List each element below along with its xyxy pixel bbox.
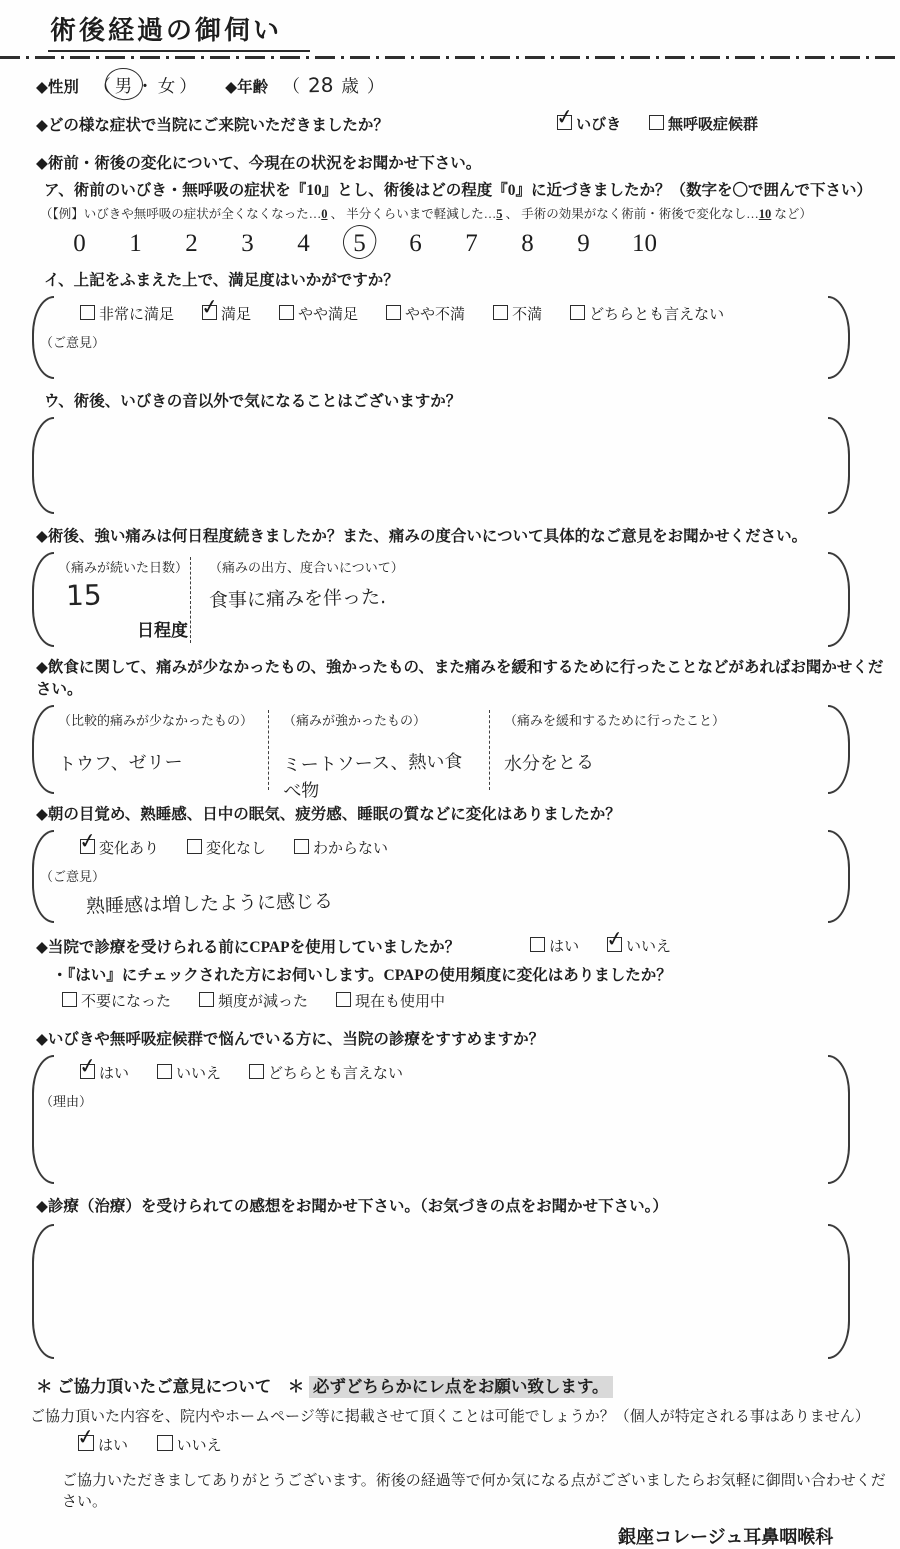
footer [0,1373,900,1549]
gender-option-female: 女 [157,76,176,96]
example-text: 、 半分くらいまで軽減した… [327,207,497,221]
reason-label: （理由） [40,1094,93,1109]
change-heading: ◆術前・術後の変化について、今現在の状況をお聞かせ下さい。 [36,155,482,172]
checkbox-label: いいえ [176,1437,222,1454]
checkbox-label: やや不満 [405,307,466,323]
age-unit: 歳 [341,76,359,96]
cpap-row [36,935,870,957]
clinic-name: 銀座コレージュ耳鼻咽喉科 [618,1527,834,1547]
example-num-5: 5 [496,207,503,221]
cpap-followup-options [62,990,900,1011]
recommend-options [58,1062,824,1083]
dash-dot-divider [0,56,900,59]
checkbox-option [80,307,174,323]
checkbox-option [279,307,358,323]
checkbox-label: 変化あり [99,841,160,857]
checkbox [386,305,401,320]
checkbox-option-ibiki [557,117,621,133]
scanned-questionnaire-page [0,10,900,1547]
comment-label: （ご意見） [40,869,106,884]
checkbox-option [493,307,542,323]
thanks-text: ご協力いただきましてありがとうございます。術後の経過等で何か気になる点がございましたらお気軽に御問い合わせください。 [62,1473,886,1510]
column-value: ミートソース、熱い食べ物 [282,751,463,803]
checkbox [493,305,508,320]
page-title: 術後経過の御伺い [48,10,310,52]
checkbox-option [530,939,579,955]
checkbox-label: 不満 [512,307,543,323]
checkbox-option [62,994,171,1010]
column-value: トウフ、ゼリー [57,751,183,776]
cpap-options [530,935,695,957]
checkbox-label: はい [99,1066,130,1082]
checkbox-label: いいえ [176,1066,222,1082]
pain-question: ◆術後、強い痛みは何日程度続きましたか？また、痛みの度合いについて具体的なご意見をお聞かせください。 [36,528,808,545]
checkbox [202,305,217,320]
checkbox-ibiki [557,115,572,130]
bracket-right [828,830,850,923]
checkbox-label: 無呼吸症候群 [667,117,758,133]
checkbox-option [570,307,724,323]
concerns-question: ウ、術後、いびきの音以外で気になることはございますか？ [44,393,462,410]
header [48,10,900,52]
checkbox-option [80,841,159,857]
profile-row [36,73,900,98]
column-value: 水分をとる [503,752,595,775]
bracket-right [828,296,850,379]
checkbox [187,839,202,854]
checkbox [157,1435,173,1451]
scale-number: 10 [632,230,657,257]
scale-number: 0 [73,230,86,257]
checkbox [78,1435,94,1451]
scale-number: 2 [185,230,198,257]
gender-options [93,76,197,96]
checkbox [336,992,351,1007]
checkbox [279,305,294,320]
recommend-answer-box [32,1055,850,1184]
checkbox-label: どちらとも言えない [589,307,725,323]
checkbox-option [199,994,308,1010]
pain-detail-value: 食事に痛みを伴った. [208,586,387,612]
pain-answer-box [32,552,850,647]
eating-columns [57,710,824,803]
checkbox [80,1064,95,1079]
sleep-options [58,837,824,858]
footer-note [36,1373,900,1397]
pain-days-column [58,557,190,643]
checkbox-option [294,841,388,857]
checkbox [530,937,545,952]
checkbox-option [78,1437,128,1454]
checkbox-option-mukokyu [649,117,758,133]
sleep-question: ◆朝の目覚め、熟睡感、日中の眠気、疲労感、睡眠の質などに変化はありましたか？ [36,806,621,823]
gender-label: ◆性別 [36,79,79,96]
scale-number: 4 [297,230,310,257]
bracket-right [828,705,850,794]
checkbox [199,992,214,1007]
pain-days-value: 15 [65,578,102,613]
age-label: ◆年齢 [225,79,269,96]
checkbox [294,839,309,854]
pain-detail-column [190,557,824,643]
paren: （ [282,76,300,96]
footer-note-prefix: ＊ ご協力頂いたご意見について ＊ [36,1378,305,1396]
publish-question: ご協力頂いた内容を、院内やホームページ等に掲載させて頂くことは可能でしょうか？（個人が特定される事はありません） [30,1409,870,1425]
pain-days-unit: 日程度 [137,621,188,640]
checkbox [80,305,95,320]
paren: （ [93,76,111,96]
footer-note-highlight: 必ずどちらかにレ点をお願い致します。 [309,1376,613,1398]
eating-column-more-pain [268,710,489,803]
checkbox-label: 不要になった [81,994,172,1010]
checkbox-label: どちらとも言えない [268,1066,404,1082]
checkbox-option [80,1066,129,1082]
checkbox-label: はい [549,939,580,955]
symptom-question: ◆どの様な症状で当院にご来院いただきましたか？ [36,117,389,134]
satisfaction-question: イ、上記をふまえた上で、満足度はいかがですか？ [44,272,399,289]
scale-number-selected: 5 [353,230,366,257]
checkbox-label: 変化なし [206,841,267,857]
cpap-followup-question: ・『はい』にチェックされた方にお伺いします。CPAPの使用頻度に変化はありましたか？ [52,967,672,984]
checkbox [607,937,622,952]
bracket-left [32,296,54,379]
eating-question: ◆飲食に関して、痛みが少なかったもの、強かったもの、また痛みを緩和するために行ったことなどがあればお聞かせください。 [36,659,884,698]
checkbox [157,1064,172,1079]
eating-column-less-pain [58,710,268,790]
checkbox-option [157,1066,221,1082]
eating-column-relief [489,710,824,790]
checkbox-label: いびき [576,117,622,133]
bracket-left [32,417,54,514]
cpap-question: ◆当院で診療を受けられる前にCPAPを使用していましたか？ [36,939,461,956]
checkbox-option [187,841,266,857]
pain-detail-label: （痛みの出方、度合いについて） [209,560,404,575]
satisfaction-options [58,303,824,324]
checkbox-label: 現在も使用中 [355,994,446,1010]
checkbox-option [336,994,445,1010]
checkbox-label: 頻度が減った [218,994,309,1010]
checkbox-option [157,1437,222,1454]
bracket-left [32,705,54,794]
symptom-options [557,113,782,135]
column-label: （痛みを緩和するために行ったこと） [504,713,726,728]
checkbox [62,992,77,1007]
checkbox-label: やや満足 [298,307,359,323]
checkbox-label: わからない [313,841,389,857]
scale-number: 7 [465,230,478,257]
paren: ） [179,76,197,96]
change-question-a: ア、術前のいびき・無呼吸の症状を『10』とし、術後はどの程度『0』に近づきましたか？（数字を〇で囲んで下さい） [44,182,873,199]
bracket-right [828,1055,850,1184]
checkbox-option [607,939,671,955]
gender-option-male: 男 [111,73,137,98]
bracket-left [32,1055,54,1184]
example-text: 、 手術の効果がなく術前・術後で変化なし… [502,207,759,221]
scale-number: 8 [521,230,534,257]
bracket-left [32,830,54,923]
sleep-comment: 熟睡感は増したように感じる [85,890,334,918]
scale-number: 9 [577,230,590,257]
pain-days-label: （痛みが続いた日数） [58,560,189,575]
comment-label: （ご意見） [40,335,106,350]
checkbox-label: 非常に満足 [99,307,175,323]
column-label: （痛みが強かったもの） [283,713,427,728]
checkbox-label: いいえ [626,939,672,955]
checkbox-option [202,307,251,323]
impressions-answer-box [32,1224,850,1359]
checkbox-option [386,307,465,323]
sleep-answer-box [32,830,850,923]
scale-number: 6 [409,230,422,257]
column-label: （比較的痛みが少なかったもの） [58,713,254,728]
checkbox [249,1064,264,1079]
impressions-question: ◆診療（治療）を受けられての感想をお聞かせ下さい。（お気づきの点をお聞かせ下さい。） [36,1198,668,1215]
checkbox-option [249,1066,403,1082]
publish-options [78,1434,900,1455]
age-field [282,72,385,98]
change-example-line [40,204,900,222]
bracket-right [828,417,850,514]
checkbox [80,839,95,854]
separator-dot: ・ [136,76,154,96]
age-value-handwritten: 28 [307,72,334,98]
example-num-0: 0 [321,207,328,221]
pain-columns [58,557,824,643]
checkbox-label: 満足 [221,307,252,323]
bracket-right [828,552,850,647]
example-text: （【例】いびきや無呼吸の症状が全くなくなった… [40,207,322,221]
scale-number: 1 [129,230,142,257]
example-num-10: 10 [758,207,772,221]
rating-scale [72,230,900,258]
satisfaction-answer-box [32,296,850,379]
paren: ） [366,76,385,96]
eating-answer-box [32,705,850,803]
recommend-question: ◆いびきや無呼吸症候群で悩んでいる方に、当院の診療をすすめますか？ [36,1031,545,1048]
concerns-answer-box [32,417,850,514]
bracket-left [32,1224,54,1359]
checkbox [570,305,585,320]
bracket-left [32,552,54,647]
scale-number: 3 [241,230,254,257]
checkbox-label: はい [98,1437,129,1454]
checkbox-mukokyu [649,115,664,130]
symptom-row [36,113,900,135]
bracket-right [828,1224,850,1359]
example-text: など） [771,207,812,221]
